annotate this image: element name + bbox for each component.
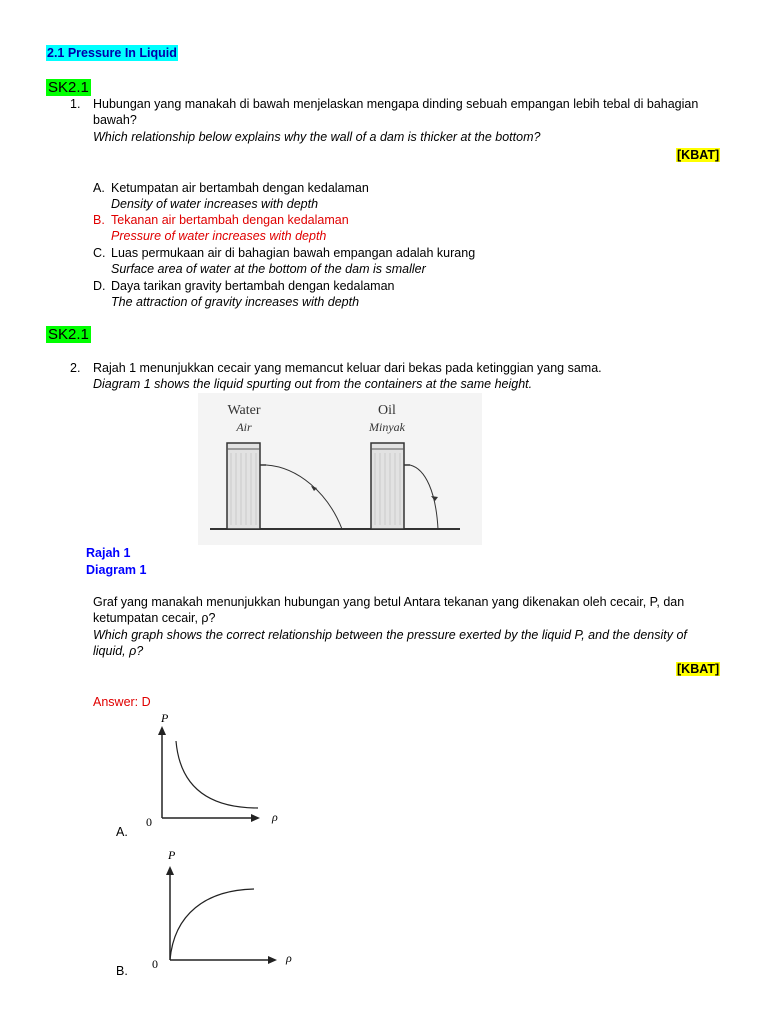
graph-b-curve — [170, 889, 254, 960]
q1-text-my-line2: bawah? — [93, 113, 137, 127]
q1-option-b-letter: B. — [93, 213, 105, 227]
q2-graph-question-en-line2: liquid, ρ? — [93, 644, 144, 658]
q1-number: 1. — [70, 97, 81, 111]
diagram-1-containers — [198, 393, 482, 545]
graph-b-y-label: P — [168, 848, 176, 862]
q2-text-en: Diagram 1 shows the liquid spurting out from the containers at the same height. — [93, 377, 533, 391]
graph-a — [140, 708, 290, 830]
q1-option-d-letter: D. — [93, 279, 106, 293]
graph-a-origin: 0 — [146, 815, 152, 829]
graph-b-origin: 0 — [152, 957, 158, 970]
q1-option-a-letter: A. — [93, 181, 105, 195]
graph-a-curve — [176, 741, 258, 808]
q1-option-c-my: Luas permukaan air di bahagian bawah empangan adalah kurang — [111, 246, 476, 260]
q2-number: 2. — [70, 361, 81, 375]
q1-option-d-en: The attraction of gravity increases with depth — [111, 295, 360, 309]
q2-graph-question-my-line2: ketumpatan cecair, ρ? — [93, 611, 216, 625]
oil-label: Oil — [378, 403, 396, 418]
q2-kbat-badge: [KBAT] — [677, 662, 720, 676]
q1-text-en: Which relationship below explains why the wall of a dam is thicker at the bottom? — [93, 130, 541, 144]
graph-a-y-arrow — [158, 726, 166, 735]
graph-b — [146, 844, 302, 970]
diagram-caption-en: Diagram 1 — [86, 563, 147, 577]
oil-label-my: Minyak — [369, 420, 405, 434]
q1-option-d-my: Daya tarikan gravity bertambah dengan kedalaman — [111, 279, 395, 293]
q2-text-my: Rajah 1 menunjukkan cecair yang memancut keluar dari bekas pada ketinggian yang sama. — [93, 361, 602, 375]
graph-b-letter: B. — [116, 964, 128, 978]
diagram-caption-my: Rajah 1 — [86, 546, 131, 560]
q2-graph-question-my-line1: Graf yang manakah menunjukkan hubungan yang betul Antara tekanan yang dikenakan oleh cecair, P, dan — [93, 595, 685, 609]
water-label-my: Air — [236, 420, 252, 434]
graph-b-y-arrow — [166, 866, 174, 875]
q1-text-my-line1: Hubungan yang manakah di bawah menjelaskan mengapa dinding sebuah empangan lebih tebal di bahagian — [93, 97, 699, 111]
q1-option-c-en: Surface area of water at the bottom of the dam is smaller — [111, 262, 426, 276]
q1-option-a-my: Ketumpatan air bertambah dengan kedalaman — [111, 181, 369, 195]
sk-label-2: SK2.1 — [48, 326, 89, 343]
water-container — [227, 443, 266, 529]
q1-option-a-en: Density of water increases with depth — [111, 197, 319, 211]
q1-option-b-en: Pressure of water increases with depth — [111, 229, 327, 243]
q1-option-b-my: Tekanan air bertambah dengan kedalaman — [111, 213, 349, 227]
q2-graph-question-en-line1: Which graph shows the correct relationship between the pressure exerted by the liquid P, and the density of — [93, 628, 687, 642]
graph-b-x-arrow — [268, 956, 277, 964]
q1-option-c-letter: C. — [93, 246, 106, 260]
graph-a-y-label: P — [161, 711, 169, 725]
answer-text: Answer: D — [93, 695, 151, 709]
water-label: Water — [227, 403, 261, 418]
section-title: 2.1 Pressure In Liquid — [47, 46, 177, 60]
graph-b-x-label: ρ — [286, 951, 292, 965]
sk-label-1: SK2.1 — [48, 79, 89, 96]
graph-a-letter: A. — [116, 825, 128, 839]
oil-container — [371, 443, 410, 529]
graph-a-x-label: ρ — [272, 810, 278, 824]
graph-a-x-arrow — [251, 814, 260, 822]
q1-kbat-badge: [KBAT] — [677, 148, 720, 162]
